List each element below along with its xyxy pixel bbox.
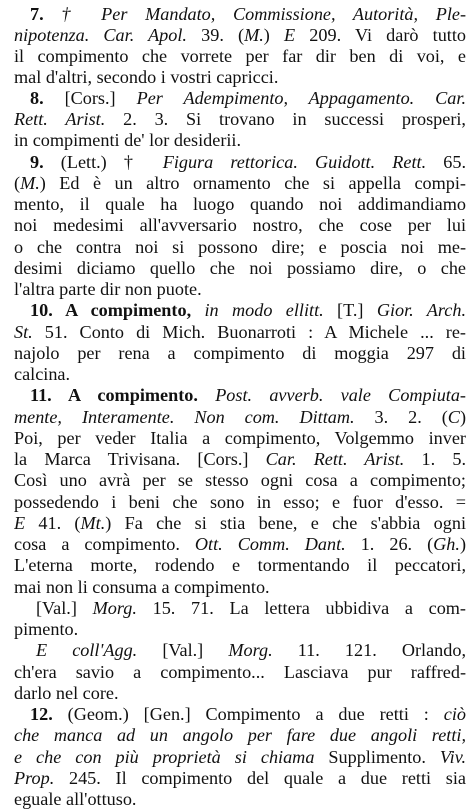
text-run: in modo ellitt.	[204, 300, 338, 320]
text-run: St.	[14, 322, 45, 342]
text-run: in compimenti de' lor desiderii.	[14, 130, 242, 150]
headword: 11. A compimento.	[30, 385, 216, 405]
text-run: 65.	[443, 152, 466, 172]
text-run: Morg.	[92, 598, 153, 618]
text-run: Mt.	[80, 513, 106, 533]
text-run: Morg.	[228, 640, 298, 660]
text-run: darlo nel core.	[14, 683, 119, 703]
text-run: (	[14, 173, 21, 193]
text-run: Poi, per veder Italia a compimento, Volgemmo inver	[14, 428, 466, 448]
text-run: E	[14, 513, 26, 533]
text-run: ) Ed è un altro ornamento che si appella compi-	[39, 173, 466, 193]
entry-number: 8.	[30, 88, 65, 108]
text-run: Post. avverb. vale Compiuta-	[215, 385, 466, 405]
text-run: (Lett.) †	[60, 152, 163, 172]
text-run: C	[447, 407, 460, 427]
text-run: noi medesimi all'avversario nostro, che cose per lui	[14, 215, 466, 235]
text-run: mal d'altri, secondo i vostri capricci.	[14, 67, 279, 87]
text-run: 11. 121. Orlando,	[297, 640, 466, 660]
text-run: 1. 26. (	[360, 534, 434, 554]
text-run: mento, il quale ha luogo quando noi addimandiamo	[14, 194, 466, 214]
text-run: )	[263, 25, 285, 45]
text-run: calcina.	[14, 364, 71, 384]
text-run: cosa a compimento.	[14, 534, 195, 554]
text-run: M.	[244, 25, 264, 45]
text-run: )	[459, 534, 466, 554]
text-run: 15. 71. La lettera ubbidiva a com-	[152, 598, 466, 618]
text-run: pimento.	[14, 619, 79, 639]
text-run: Figura rettorica. Guidott. Rett.	[162, 152, 444, 172]
text-run: Supplimento.	[328, 747, 440, 767]
text-run: Così uno avrà per se stesso ogni cosa a compimento;	[14, 470, 466, 490]
text-run: Viv.	[439, 747, 466, 767]
text-run: 51. Conto di Mich. Buonarroti : A Michele ... re-	[44, 322, 466, 342]
text-run: desimi diciamo quello che noi possiamo dire, o che	[14, 258, 466, 278]
text-run: possedendo i beni che sono in esso; e fuor d'esso. =	[14, 492, 466, 512]
text-run: Gior. Arch.	[376, 300, 466, 320]
text-run: 39. (	[201, 25, 245, 45]
text-run: M.	[20, 173, 40, 193]
entry-number: 12.	[30, 704, 68, 724]
text-run: (Geom.) [Gen.] Compimento a due retti :	[67, 704, 444, 724]
text-run: la Marca Trivisana. [Cors.]	[14, 449, 266, 469]
text-run: ch'era savio a compimento... Lasciava pur raffred-	[14, 662, 466, 682]
text-run: 41. (	[25, 513, 81, 533]
text-run: ) Fa che si stia bene, e che s'abbia ogni	[105, 513, 466, 533]
text-run: eguale all'ottuso.	[14, 789, 137, 809]
text-run: [Cors.]	[64, 88, 137, 108]
text-run: nipotenza. Car. Apol.	[14, 25, 202, 45]
entry-number: 9.	[30, 152, 61, 172]
text-run: 3. 2. (	[374, 407, 448, 427]
text-run: Gh.	[433, 534, 460, 554]
text-run: [T.]	[337, 300, 377, 320]
text-run: 1. 5.	[421, 449, 466, 469]
text-run: Rett. Arist.	[14, 109, 124, 129]
text-run: [Val.]	[36, 598, 93, 618]
text-run: Prop.	[14, 768, 69, 788]
text-line	[14, 787, 466, 812]
text-run: e che con più proprietà si chiama	[14, 747, 329, 767]
text-run: mente, Interamente. Non com. Dittam.	[14, 407, 375, 427]
text-run: ciò	[443, 704, 466, 724]
headword: 10. A compimento,	[30, 300, 205, 320]
text-run: 209. Vi darò tutto	[295, 25, 466, 45]
text-run: 2. 3. Si trovano in successi prosperi,	[123, 109, 466, 129]
text-run: o che contra noi si possono dire; e poscia noi me-	[14, 237, 466, 257]
text-run: )	[459, 407, 466, 427]
text-run: Ott. Comm. Dant.	[194, 534, 361, 554]
text-run: l'altra parte dir non puote.	[14, 279, 202, 299]
text-run: E	[284, 25, 296, 45]
text-run: E coll'Agg.	[36, 640, 163, 660]
text-run: L'eterna morte, rodendo e tormentando il peccatori,	[14, 555, 466, 575]
text-run: [Val.]	[162, 640, 229, 660]
text-run: che manca ad un angolo per fare due angoli retti,	[14, 725, 466, 745]
text-run: 245. Il compimento del quale a due retti sia	[68, 768, 466, 788]
text-run: † Per Mandato, Commissione, Autorità, Ple-	[61, 4, 466, 24]
text-run: mai non li consuma a compimento.	[14, 577, 270, 597]
text-run: Car. Rett. Arist.	[265, 449, 422, 469]
entry-number: 7.	[30, 4, 62, 24]
text-run: najolo per rena a compimento di moggia 297 di	[14, 343, 466, 363]
text-run: Per Adempimento, Appagamento. Car.	[136, 88, 466, 108]
text-run: il compimento che vorrete per far dir ben di voi, e	[14, 46, 466, 66]
